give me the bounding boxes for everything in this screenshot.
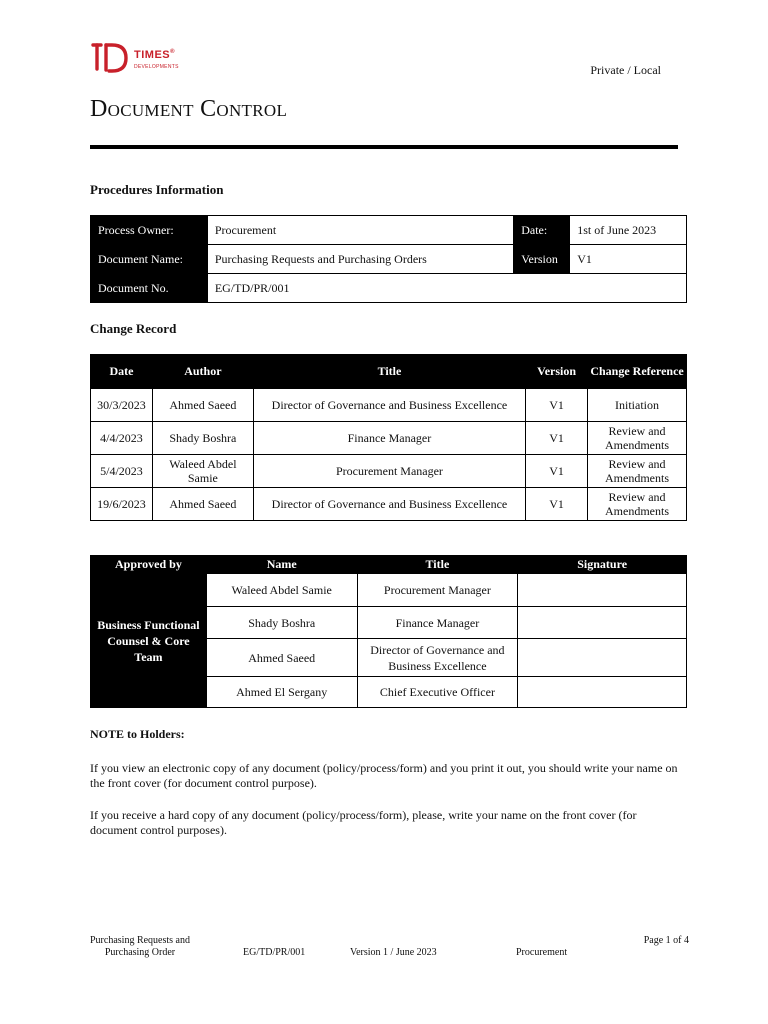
logo-name: TIMES® <box>134 49 176 61</box>
procedures-heading: Procedures Information <box>90 182 224 197</box>
column-header-date: Date <box>91 355 153 389</box>
change-reference: Review and Amendments <box>588 488 687 521</box>
table-header-row <box>91 556 687 574</box>
footer-version: Version 1 / June 2023 <box>350 947 437 958</box>
column-header-title: Title <box>357 556 518 574</box>
signature-cell[interactable] <box>518 677 687 708</box>
version-value: V1 <box>570 245 687 274</box>
change-date: 4/4/2023 <box>91 422 153 455</box>
change-author: Ahmed Saeed <box>152 389 253 422</box>
footer-department: Procurement <box>516 947 568 958</box>
approver-name: Waleed Abdel Samie <box>206 574 357 607</box>
process-owner-label: Process Owner: <box>91 216 208 245</box>
column-header-change-reference: Change Reference <box>588 355 687 389</box>
approver-name: Ahmed Saeed <box>206 639 357 677</box>
footer-page-number: Page 1 of 4 <box>643 935 689 946</box>
column-header-author: Author <box>152 355 253 389</box>
procedures-table <box>90 215 687 303</box>
change-date: 19/6/2023 <box>91 488 153 521</box>
column-header-name: Name <box>206 556 357 574</box>
change-version: V1 <box>526 488 588 521</box>
table-row <box>91 488 687 521</box>
company-logo <box>90 40 190 76</box>
note-paragraph-1: If you view an electronic copy of any document (policy/process/form) and you print it out, you should write your name on the front cover (for document control purpose). <box>90 761 678 790</box>
approver-name: Ahmed El Sergany <box>206 677 357 708</box>
column-header-title: Title <box>253 355 525 389</box>
signature-cell[interactable] <box>518 574 687 607</box>
change-date: 5/4/2023 <box>91 455 153 488</box>
change-title: Finance Manager <box>253 422 525 455</box>
column-header-signature: Signature <box>518 556 687 574</box>
document-no-value: EG/TD/PR/001 <box>207 274 686 303</box>
change-version: V1 <box>526 389 588 422</box>
version-label: Version <box>514 245 570 274</box>
times-logo-icon <box>90 40 130 76</box>
table-header-row <box>91 355 687 389</box>
approver-name: Shady Boshra <box>206 607 357 639</box>
change-title: Procurement Manager <box>253 455 525 488</box>
date-value: 1st of June 2023 <box>570 216 687 245</box>
column-header-approved-by: Approved by <box>91 556 207 574</box>
document-name-label: Document Name: <box>91 245 208 274</box>
note-paragraph-2: If you receive a hard copy of any document (policy/process/form), please, write your name on the front cover (for document control purposes). <box>90 808 637 837</box>
change-title: Director of Governance and Business Excellence <box>253 488 525 521</box>
logo-tagline: DEVELOPMENTS <box>134 64 179 70</box>
change-reference: Review and Amendments <box>588 455 687 488</box>
date-label: Date: <box>514 216 570 245</box>
note-heading: NOTE to Holders: <box>90 727 185 741</box>
approver-title: Finance Manager <box>357 607 518 639</box>
table-row <box>91 245 687 274</box>
signature-cell[interactable] <box>518 639 687 677</box>
approval-table <box>90 555 687 708</box>
document-name-value: Purchasing Requests and Purchasing Orders <box>207 245 513 274</box>
table-row <box>91 422 687 455</box>
table-row <box>91 574 687 607</box>
change-author: Ahmed Saeed <box>152 488 253 521</box>
change-author: Shady Boshra <box>152 422 253 455</box>
change-record-table <box>90 354 687 521</box>
table-row <box>91 455 687 488</box>
table-row <box>91 216 687 245</box>
table-row <box>91 389 687 422</box>
change-reference: Review and Amendments <box>588 422 687 455</box>
change-title: Director of Governance and Business Excellence <box>253 389 525 422</box>
approver-title: Director of Governance and Business Excellence <box>357 639 518 677</box>
change-author: Waleed Abdel Samie <box>152 455 253 488</box>
change-version: V1 <box>526 422 588 455</box>
document-no-label: Document No. <box>91 274 208 303</box>
change-reference: Initiation <box>588 389 687 422</box>
page-title: Document Control <box>90 96 288 122</box>
change-date: 30/3/2023 <box>91 389 153 422</box>
table-row <box>91 274 687 303</box>
approver-title: Chief Executive Officer <box>357 677 518 708</box>
signature-cell[interactable] <box>518 607 687 639</box>
approver-group: Business Functional Counsel & Core Team <box>91 574 207 708</box>
approver-title: Procurement Manager <box>357 574 518 607</box>
footer-document-no: EG/TD/PR/001 <box>243 947 306 958</box>
footer-document-name: Purchasing Requests and Purchasing Order <box>90 935 190 958</box>
change-version: V1 <box>526 455 588 488</box>
title-divider <box>90 145 678 149</box>
classification-label: Private / Local <box>590 63 661 77</box>
change-record-heading: Change Record <box>90 321 177 336</box>
column-header-version: Version <box>526 355 588 389</box>
process-owner-value: Procurement <box>207 216 513 245</box>
